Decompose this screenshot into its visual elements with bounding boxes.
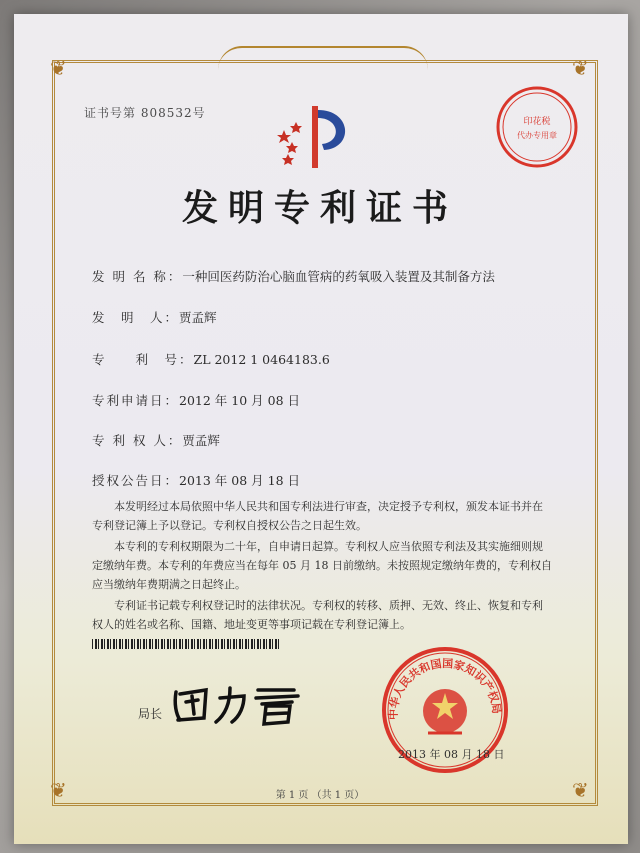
field-inventor: [92, 308, 217, 326]
field-label: 专利申请日：: [92, 393, 180, 408]
body-paragraph: 本专利的专利权期限为二十年，自申请日起算。专利权人应当依照专利法及其实施细则规定缴纳年费。本专利的年费应当在每年 05 月 18 日前缴纳。未按照规定缴纳年费的，专利权自应当缴纳年费期满之日起终止。: [92, 540, 552, 591]
field-label: 发 明 人：: [92, 310, 180, 325]
body-paragraph: 专利证书记载专利权登记时的法律状况。专利权的转移、质押、无效、终止、恢复和专利权人的姓名或名称、国籍、地址变更等事项记载在专利登记簿上。: [92, 599, 543, 631]
svg-text:代办专用章: 代办专用章: [517, 131, 557, 140]
field-value: 贾孟辉: [182, 433, 220, 448]
corner-ornament-bottom-left: ❦: [50, 778, 67, 802]
field-patentee: [92, 431, 220, 449]
director-label: 局长: [138, 707, 163, 721]
field-label: 授权公告日：: [92, 473, 180, 488]
field-value: ZL 2012 1 0464183.6: [193, 352, 330, 367]
field-label: 专 利 权 人：: [92, 433, 183, 448]
svg-text:中华人民共和国国家知识产权局: 中华人民共和国国家知识产权局: [386, 657, 504, 721]
field-value: 2013 年 08 月 18 日: [179, 473, 301, 488]
field-value: 贾孟辉: [179, 310, 217, 325]
field-value: 一种回医药防治心脑血管病的药氧吸入装置及其制备方法: [182, 269, 495, 284]
certificate-body: [92, 497, 552, 636]
patent-office-logo-icon: [274, 100, 366, 172]
seal-date: 2013 年 08 月 18 日: [398, 748, 505, 761]
barcode: [92, 639, 280, 649]
agent-stamp: [494, 84, 580, 170]
corner-ornament-bottom-right: ❦: [572, 778, 589, 802]
field-patent-number: [92, 350, 330, 368]
field-invention-name: [92, 267, 495, 285]
body-paragraph: 本发明经过本局依照中华人民共和国专利法进行审查，决定授予专利权，颁发本证书并在专利登记簿上予以登记。专利权自授权公告之日起生效。: [92, 500, 543, 532]
corner-ornament-top-left: ❦: [50, 56, 67, 80]
director-signature: [170, 682, 310, 728]
field-value: 2012 年 10 月 08 日: [179, 393, 301, 408]
corner-ornament-top-right: ❦: [572, 56, 589, 80]
top-ornament: [218, 46, 428, 70]
certificate-number: 证书号第 808532号: [84, 106, 206, 120]
field-application-date: [92, 391, 300, 409]
svg-text:印花税: 印花税: [523, 117, 551, 127]
field-grant-date: [92, 471, 300, 489]
certificate-title: 发明专利证书: [181, 187, 458, 229]
field-label: 专 利 号：: [92, 352, 194, 367]
field-label: 发 明 名 称：: [92, 269, 183, 284]
page-number: 第 1 页 （共 1 页）: [275, 790, 365, 801]
